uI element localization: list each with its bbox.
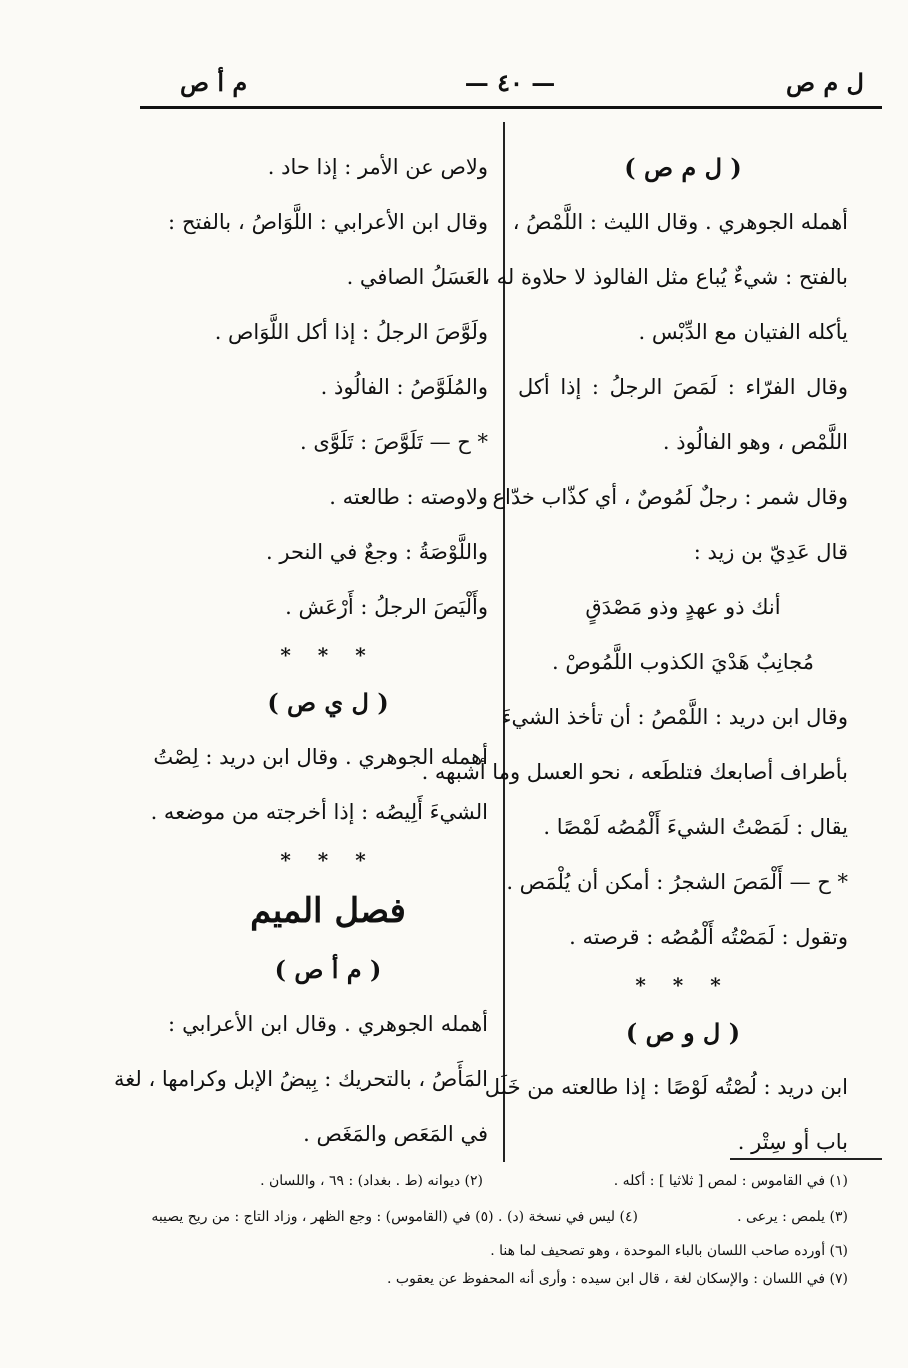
footnote: (٧) في اللسان : والإسكان لغة ، قال ابن سيده : وأرى أنه المحفوظ عن يعقوب . bbox=[387, 1271, 848, 1287]
entry-heading-lws: ( ل و ص ) bbox=[625, 1018, 741, 1047]
text-line: الشيءَ أَلِيصُه : إذا أخرجته من موضعه . bbox=[150, 800, 488, 824]
verse-line: أنك ذو عهدٍ وذو مَصْدَقٍ bbox=[585, 595, 781, 619]
text-line: أهمله الجوهري . وقال ابن الأعرابي : bbox=[168, 1012, 488, 1036]
text-line: * ح — أَلْمَصَ الشجرُ : أمكن أن يُلْمَص . bbox=[506, 870, 848, 894]
footnote-rule bbox=[730, 1158, 882, 1160]
section-stars: * * * bbox=[280, 643, 376, 667]
header-rule bbox=[140, 106, 882, 109]
footnote-row bbox=[148, 1204, 848, 1230]
entry-heading-lms: ( ل م ص ) bbox=[624, 153, 742, 182]
text-line: وقال الفرّاء : لَمَصَ الرجلُ : إذا أكل bbox=[518, 375, 848, 399]
text-line: بالفتح : شيءٌ يُباع مثل الفالوذ لا حلاوة له ، bbox=[483, 265, 848, 289]
text-line: ولَوَّصَ الرجلُ : إذا أكل اللَّوَاص . bbox=[214, 320, 488, 344]
text-line: ابن دريد : لُصْتُه لَوْصًا : إذا طالعته من خَلَل bbox=[484, 1075, 848, 1099]
text-line: ولاوصته : طالعته . bbox=[329, 485, 488, 509]
text-line: يأكله الفتيان مع الدِّبْس . bbox=[638, 320, 848, 344]
section-stars: * * * bbox=[635, 973, 731, 997]
footnote-row bbox=[148, 1266, 848, 1292]
page-header bbox=[140, 62, 882, 102]
text-line: أهمله الجوهري . وقال الليث : اللَّمْصُ ، bbox=[512, 210, 848, 234]
text-line: قال عَدِيّ بن زيد : bbox=[693, 540, 848, 564]
entry-heading-lys: ( ل ي ص ) bbox=[267, 688, 389, 717]
footnote: (٣) يلمص : يرعى . bbox=[737, 1209, 848, 1225]
header-root-right: ل م ص bbox=[785, 68, 864, 97]
text-line: وقال ابن الأعرابي : اللَّوَاصُ ، بالفتح : bbox=[168, 210, 488, 234]
text-line: يقال : لَمَصْتُ الشيءَ أَلْمُصُه لَمْصًا . bbox=[543, 815, 848, 839]
text-line: واللَّوْصَةُ : وجعٌ في النحر . bbox=[266, 540, 488, 564]
verse-line: مُجانِبٌ هَدْيَ الكذوب اللَّمُوصْ . bbox=[552, 650, 814, 674]
page-number: — ٤٠ — bbox=[464, 68, 556, 97]
text-line: ولاص عن الأمر : إذا حاد . bbox=[267, 155, 488, 179]
text-line: بأطراف أصابعك فتلطَعه ، نحو العسل وما أشبهه . bbox=[421, 760, 848, 784]
footnote: (٢) ديوانه (ط . بغداد) : ٦٩ ، واللسان . bbox=[260, 1173, 483, 1189]
text-line: المَأَصُ ، بالتحريك : بِيضُ الإبل وكرامها ، لغة bbox=[113, 1067, 488, 1091]
entry-heading-mas: ( م أ ص ) bbox=[274, 955, 382, 984]
text-line: * ح — تَلَوَّصَ : تَلَوَّى . bbox=[300, 430, 488, 454]
footnote: (٤) ليس في نسخة (د) . (٥) في (القاموس) : وجع الظهر ، وزاد التاج : من ريح يصيبه bbox=[151, 1209, 638, 1225]
footnote: (٦) أورده صاحب اللسان بالباء الموحدة ، وهو تصحيف لما هنا . bbox=[490, 1243, 848, 1259]
text-line: العَسَلُ الصافي . bbox=[346, 265, 488, 289]
text-line: وتقول : لَمَصْتُه أَلْمُصُه : قرصته . bbox=[569, 925, 848, 949]
header-root-left: م أ ص bbox=[180, 68, 248, 97]
text-line: في المَعَص والمَغَص . bbox=[303, 1122, 488, 1146]
right-column bbox=[421, 140, 848, 1170]
text-line: اللَّمْص ، وهو الفالُوذ . bbox=[662, 430, 848, 454]
footnote: (١) في القاموس : لمص [ ثلاثيا ] : أكله . bbox=[613, 1173, 848, 1189]
text-line: والمُلَوَّصُ : الفالُوذ . bbox=[320, 375, 488, 399]
section-stars: * * * bbox=[280, 848, 376, 872]
text-line: وأَلْيَصَ الرجلُ : أَرْعَش . bbox=[285, 595, 488, 619]
text-line: أهمله الجوهري . وقال ابن دريد : لِصْتُ bbox=[153, 745, 488, 769]
text-line: وقال شمر : رجلٌ لَمُوصٌ ، أي كذّاب خدّاع . bbox=[479, 485, 848, 509]
text-line: وقال ابن دريد : اللَّمْصُ : أن تأخذ الشيءَ bbox=[501, 705, 848, 729]
footnote-row bbox=[148, 1168, 848, 1194]
section-title-mim: فصل الميم bbox=[250, 891, 406, 931]
left-column bbox=[113, 140, 488, 1162]
text-line: باب أو سِتْر . bbox=[737, 1130, 848, 1154]
footnote-row bbox=[148, 1238, 848, 1264]
